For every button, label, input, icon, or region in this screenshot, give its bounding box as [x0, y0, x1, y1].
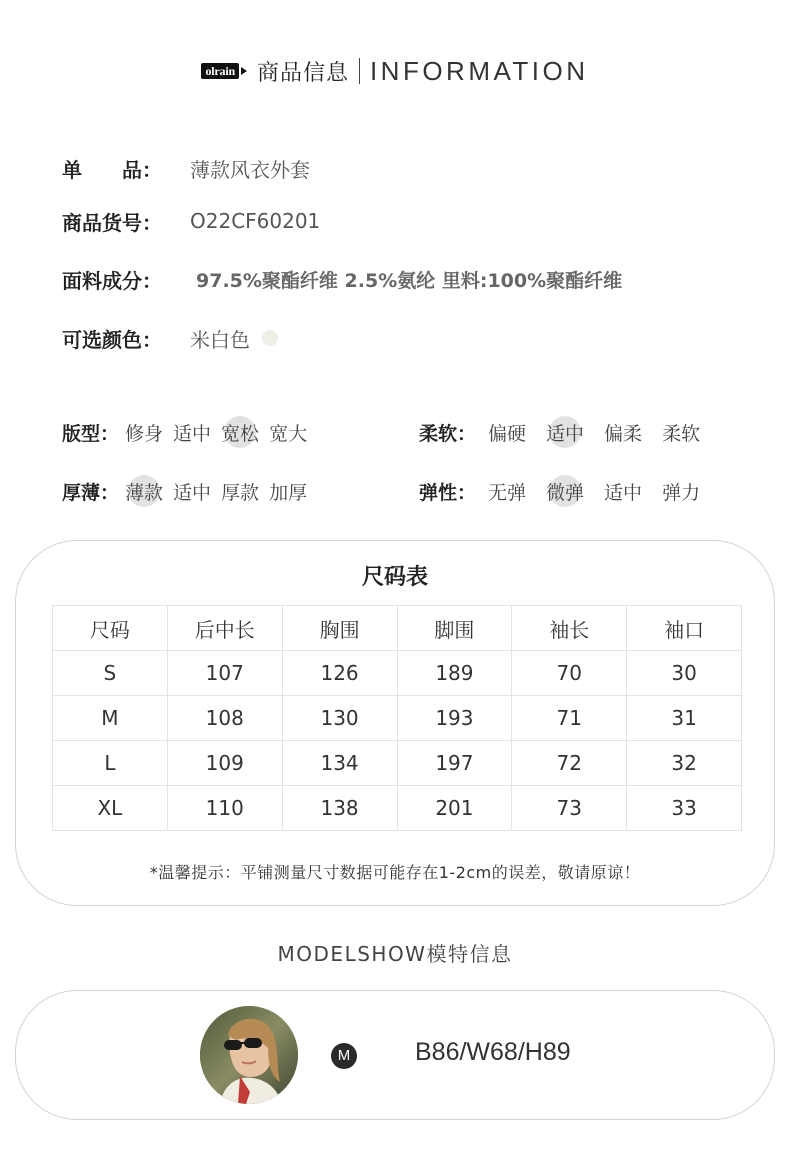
info-fabric-row	[62, 264, 622, 294]
attr-thickness-row	[62, 475, 307, 507]
attr-option-label: 适中	[604, 481, 643, 504]
model-photo-illustration	[200, 1006, 298, 1104]
size-table-row	[53, 786, 742, 831]
size-table-cell: 72	[512, 741, 627, 786]
size-chart-note: *温馨提示：平铺测量尺寸数据可能存在1-2cm的误差，敬请原谅！	[149, 863, 641, 882]
attr-elasticity-option	[662, 478, 700, 505]
size-table-row	[53, 741, 742, 786]
size-table-cell: 130	[282, 696, 397, 741]
attr-option-label: 适中	[173, 422, 212, 445]
attr-fit-row	[62, 416, 307, 448]
size-table-cell: 193	[397, 696, 512, 741]
info-product-value: 薄款风衣外套	[190, 157, 310, 182]
model-show-title: MODELSHOW模特信息	[277, 942, 513, 966]
info-sku-value: O22CF60201	[190, 209, 321, 233]
size-table-header-cell: 袖口	[627, 606, 742, 651]
size-table-row	[53, 651, 742, 696]
size-table-cell: XL	[53, 786, 168, 831]
size-table-header-cell: 后中长	[167, 606, 282, 651]
info-product-row	[62, 153, 310, 183]
size-chart-table	[52, 605, 742, 831]
attr-option-label: 适中	[546, 422, 585, 445]
attr-softness-option	[662, 419, 700, 446]
size-table-cell: 73	[512, 786, 627, 831]
header-title-cn: 商品信息	[256, 60, 349, 86]
attr-elasticity-label: 弹性：	[419, 481, 477, 504]
info-color-value: 米白色	[190, 327, 250, 352]
info-color-row	[62, 323, 278, 353]
attr-option-label: 适中	[173, 481, 212, 504]
attr-option-label: 薄款	[125, 481, 164, 504]
attr-option-label: 偏硬	[488, 422, 527, 445]
attr-softness-label: 柔软：	[419, 422, 477, 445]
size-table-cell: 134	[282, 741, 397, 786]
info-sku-row	[62, 206, 320, 236]
attr-option-label: 宽松	[221, 422, 260, 445]
info-fabric-label: 面料成分：	[62, 268, 162, 293]
size-table-row	[53, 696, 742, 741]
size-table-cell: 126	[282, 651, 397, 696]
size-table-header-cell: 袖长	[512, 606, 627, 651]
attr-option-label: 厚款	[221, 481, 260, 504]
size-table-cell: 138	[282, 786, 397, 831]
play-arrow-icon	[241, 67, 247, 75]
model-info-card	[15, 990, 775, 1120]
attr-option-label: 宽大	[269, 422, 308, 445]
size-table-cell: 108	[167, 696, 282, 741]
page-header	[0, 54, 790, 88]
attr-option-label: 修身	[125, 422, 164, 445]
header-divider	[359, 58, 360, 84]
attr-elasticity-option	[488, 478, 526, 505]
attr-option-label: 偏柔	[604, 422, 643, 445]
size-table-cell: 33	[627, 786, 742, 831]
attr-thickness-label: 厚薄：	[62, 481, 120, 504]
model-measurements: B86/W68/H89	[415, 1038, 571, 1066]
size-table-cell: M	[53, 696, 168, 741]
model-avatar	[200, 1006, 298, 1104]
size-table-cell: S	[53, 651, 168, 696]
attr-option-label: 微弹	[546, 481, 585, 504]
brand-logo: olrain	[201, 63, 238, 79]
attr-softness-row	[419, 416, 700, 448]
size-table-cell: 107	[167, 651, 282, 696]
attr-fit-option	[173, 419, 211, 446]
attr-option-label: 加厚	[269, 481, 308, 504]
attr-option-label: 弹力	[662, 481, 701, 504]
attr-thickness-option	[125, 478, 163, 505]
size-table-cell: L	[53, 741, 168, 786]
attr-fit-option	[221, 419, 259, 446]
size-table-header-cell: 尺码	[53, 606, 168, 651]
size-table-cell: 71	[512, 696, 627, 741]
attr-softness-option	[488, 419, 526, 446]
size-table-cell: 110	[167, 786, 282, 831]
size-table-header-row	[53, 606, 742, 651]
info-color-label: 可选颜色：	[62, 327, 162, 352]
info-sku-label: 商品货号：	[62, 210, 162, 235]
attr-option-label: 无弹	[488, 481, 527, 504]
size-table-header-cell: 胸围	[282, 606, 397, 651]
attr-softness-option	[604, 419, 642, 446]
attr-fit-label: 版型：	[62, 422, 120, 445]
info-product-label: 单 品：	[62, 157, 162, 182]
attr-fit-option	[269, 419, 307, 446]
attr-softness-option	[546, 419, 584, 446]
attr-option-label: 柔软	[662, 422, 701, 445]
attr-elasticity-option	[546, 478, 584, 505]
header-title-en: INFORMATION	[369, 55, 589, 86]
size-table-cell: 30	[627, 651, 742, 696]
size-table-cell: 32	[627, 741, 742, 786]
size-chart-title: 尺码表	[361, 565, 428, 590]
color-swatch	[262, 330, 278, 346]
size-table-cell: 189	[397, 651, 512, 696]
size-table-cell: 201	[397, 786, 512, 831]
model-size-badge: M	[331, 1043, 357, 1069]
size-table-cell: 70	[512, 651, 627, 696]
attr-thickness-option	[269, 478, 307, 505]
attr-elasticity-row	[419, 475, 700, 507]
attr-elasticity-option	[604, 478, 642, 505]
attr-thickness-option	[173, 478, 211, 505]
attr-fit-option	[125, 419, 163, 446]
info-fabric-value: 97.5%聚酯纤维 2.5%氨纶 里料:100%聚酯纤维	[196, 269, 623, 292]
size-table-cell: 109	[167, 741, 282, 786]
attr-thickness-option	[221, 478, 259, 505]
size-table-cell: 197	[397, 741, 512, 786]
size-table-cell: 31	[627, 696, 742, 741]
size-table-header-cell: 脚围	[397, 606, 512, 651]
